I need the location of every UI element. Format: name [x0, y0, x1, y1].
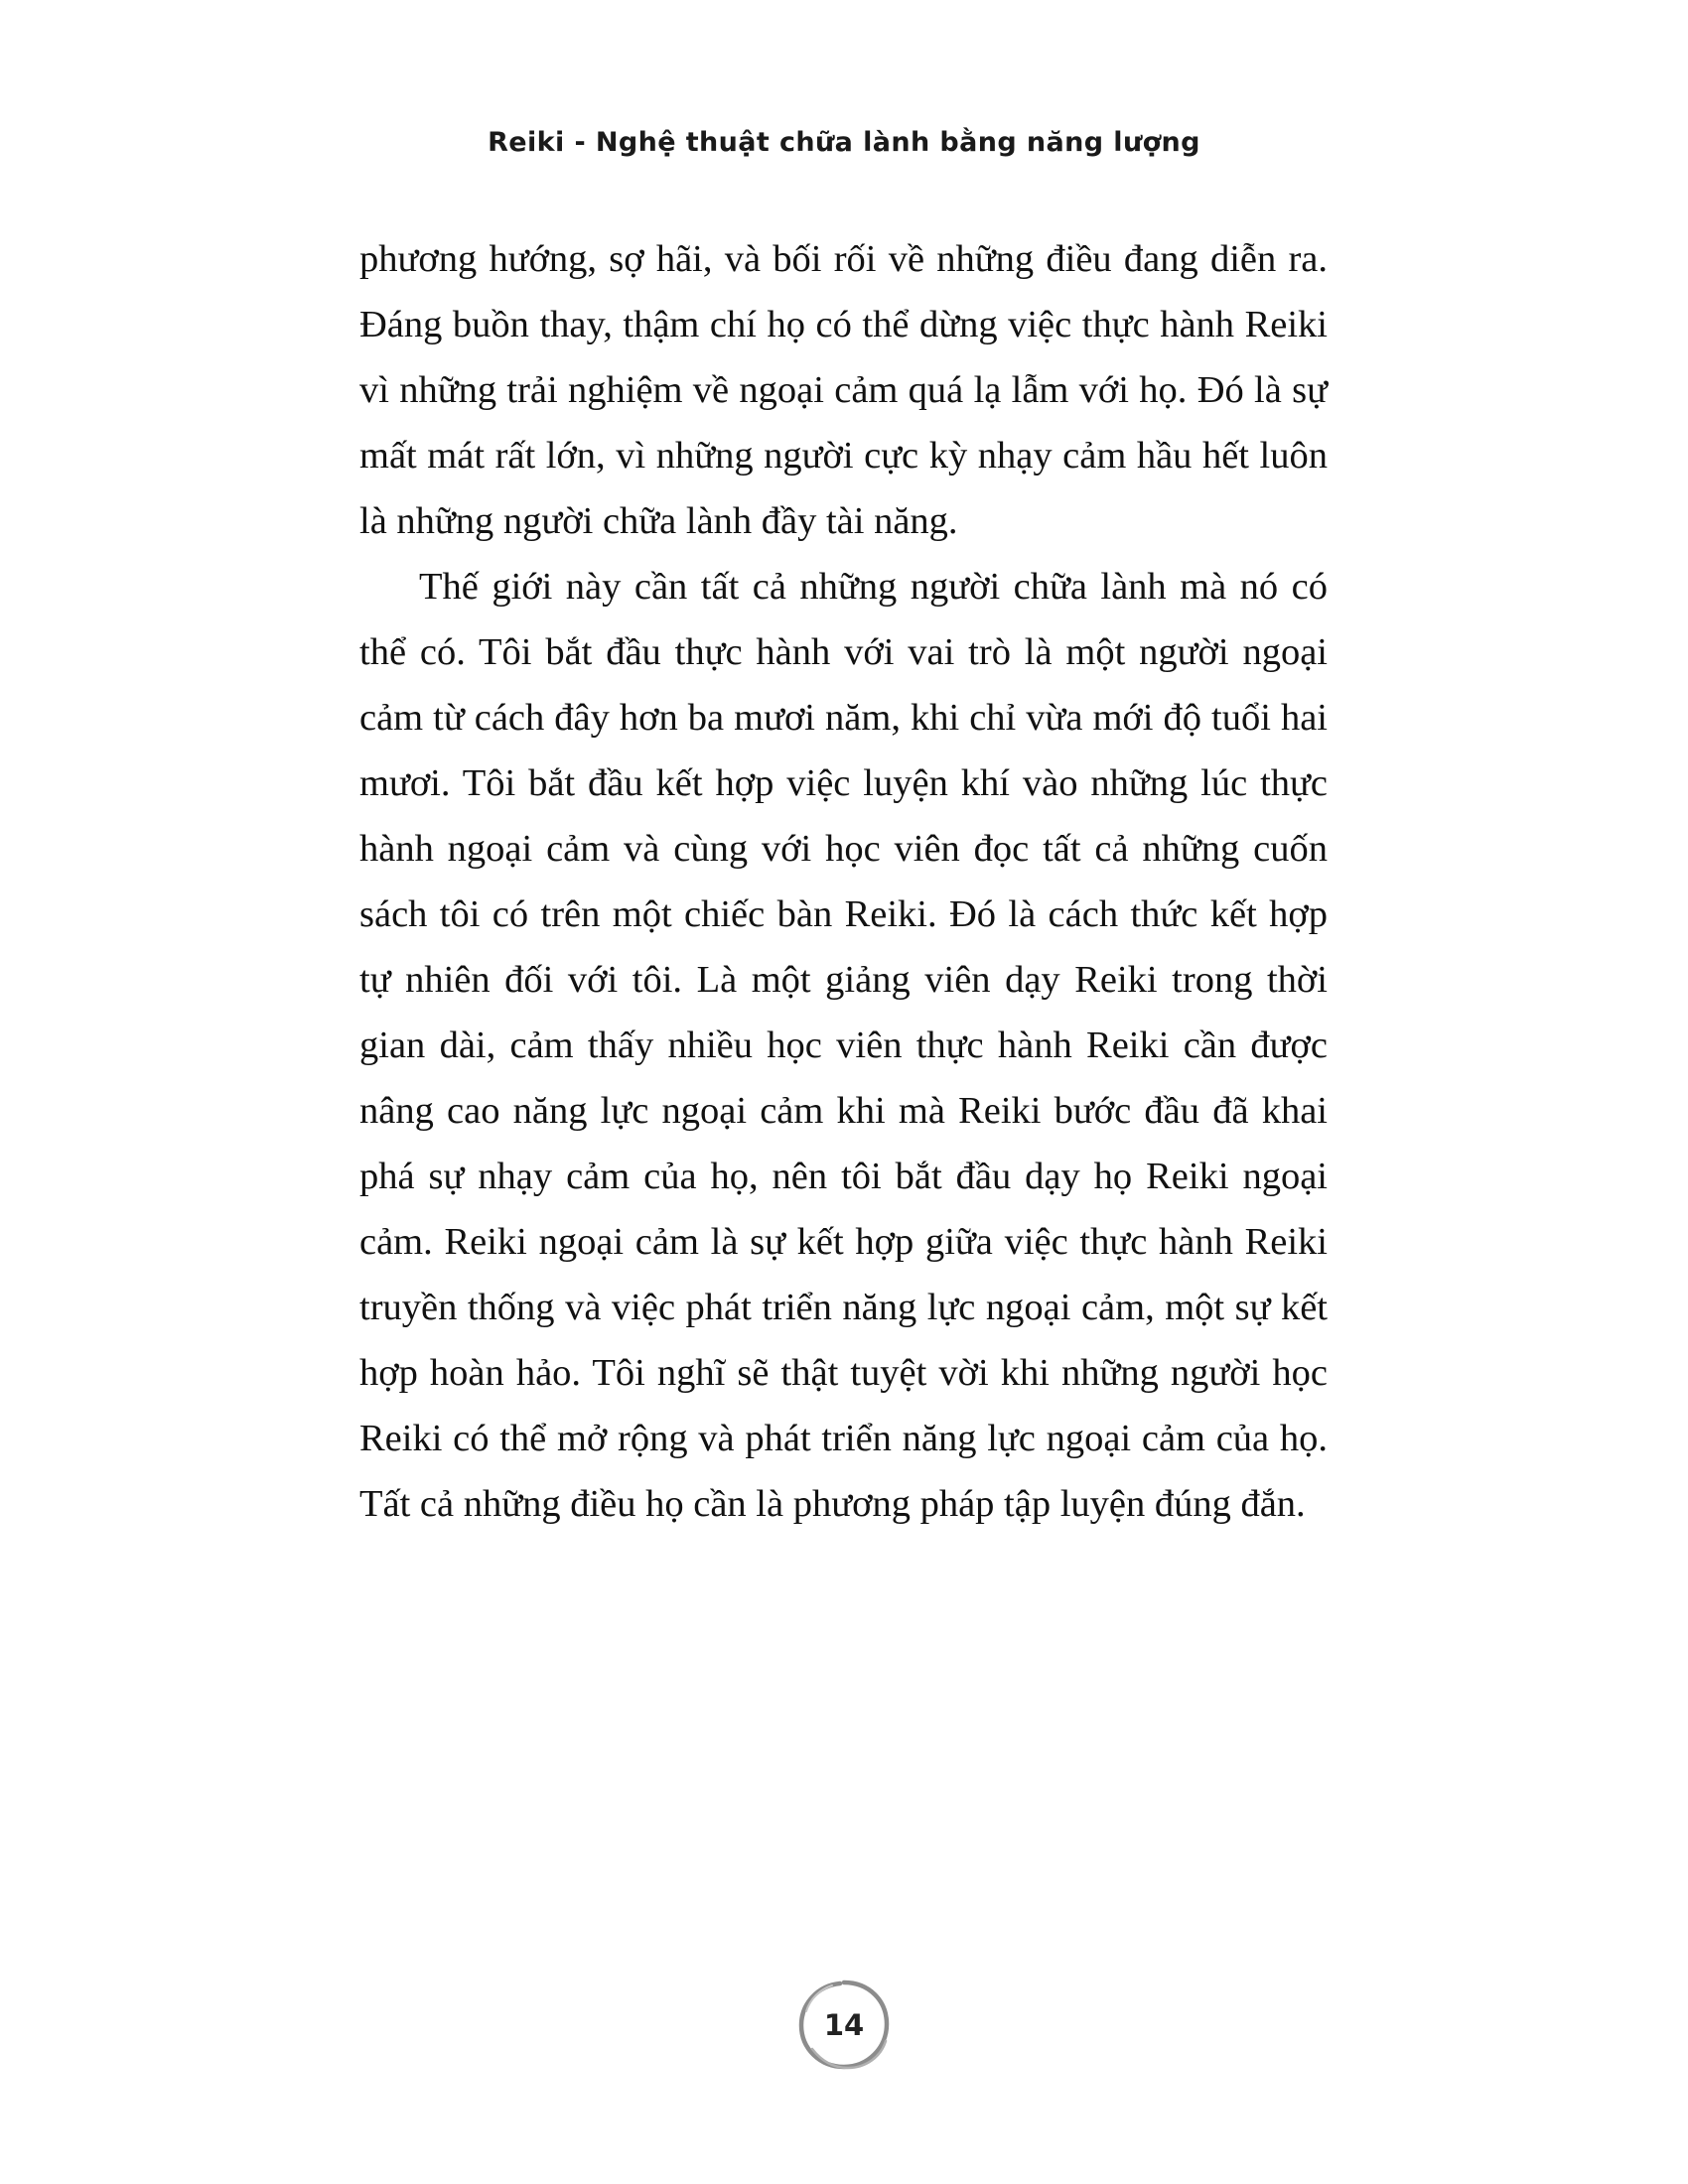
- paragraph-2: Thế giới này cần tất cả những người chữa lành mà nó có thể có. Tôi bắt đầu thực hành với vai trò là một người ngoại cảm từ cách đây hơn ba mươi năm, khi chỉ vừa mới độ tuổi hai mươi. Tôi bắt đầu kết hợp việc luyện khí vào những lúc thực hành ngoại cảm và cùng với học viên đọc tất cả những cuốn sách tôi có trên một chiếc bàn Reiki. Đó là cách thức kết hợp tự nhiên đối với tôi. Là một giảng viên dạy Reiki trong thời gian dài, cảm thấy nhiều học viên thực hành Reiki cần được nâng cao năng lực ngoại cảm khi mà Reiki bước đầu đã khai phá sự nhạy cảm của họ, nên tôi bắt đầu dạy họ Reiki ngoại cảm. Reiki ngoại cảm là sự kết hợp giữa việc thực hành Reiki truyền thống và việc phát triển năng lực ngoại cảm, một sự kết hợp hoàn hảo. Tôi nghĩ sẽ thật tuyệt vời khi những người học Reiki có thể mở rộng và phát triển năng lực ngoại cảm của họ. Tất cả những điều họ cần là phương pháp tập luyện đúng đắn.: [359, 566, 1328, 1525]
- page-number: 14: [823, 2008, 865, 2042]
- body-text: [359, 226, 1328, 1537]
- paragraph-1: phương hướng, sợ hãi, và bối rối về những điều đang diễn ra. Đáng buồn thay, thậm chí họ có thể dừng việc thực hành Reiki vì những trải nghiệm về ngoại cảm quá lạ lẫm với họ. Đó là sự mất mát rất lớn, vì những người cực kỳ nhạy cảm hầu hết luôn là những người chữa lành đầy tài năng.: [359, 238, 1328, 542]
- page-number-area: [0, 1971, 1688, 2080]
- page-number-ornament: [792, 1974, 896, 2077]
- running-head: Reiki - Nghệ thuật chữa lành bằng năng lượng: [488, 127, 1200, 158]
